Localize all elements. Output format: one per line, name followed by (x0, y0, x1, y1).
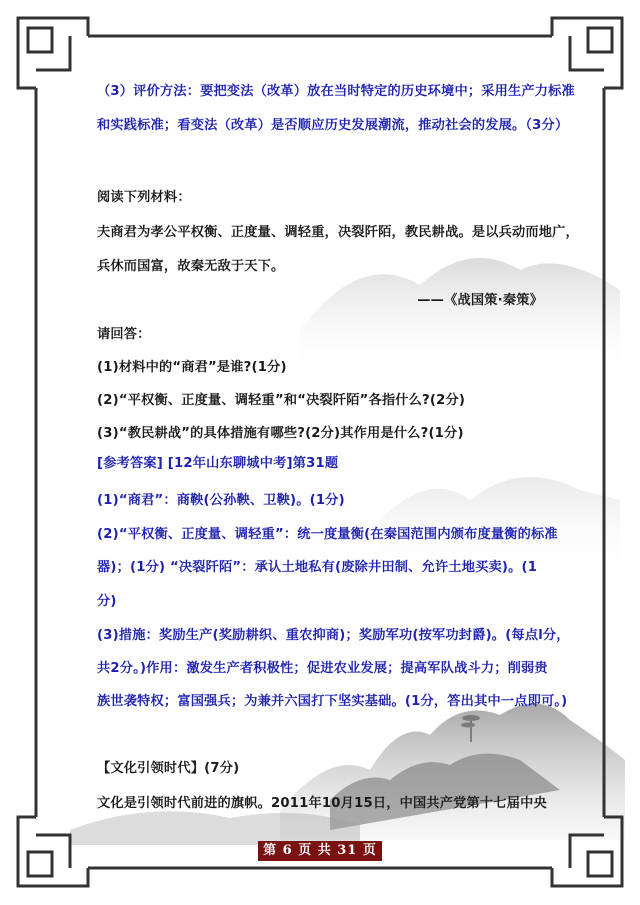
material-text: 夫商君为孝公平权衡、正度量、调轻重，决裂阡陌，教民耕战。是以兵动而地广， (97, 225, 579, 240)
question-item: (3)“教民耕战”的具体措施有哪些?(2分)其作用是什么?(1分) (97, 426, 464, 441)
section-heading: 【文化引领时代】(7分) (97, 761, 240, 776)
answer-line: 器)；(1分) “决裂阡陌”：承认土地私有(废除井田制、允许土地买卖)。(1 (97, 560, 538, 575)
material-text: 兵休而国富，故秦无敌于天下。 (97, 259, 285, 274)
answer-line: 族世袭特权；富国强兵；为兼并六国打下坚实基础。(1分，答出其中一点即可。) (97, 694, 568, 709)
answer-line: (3)措施：奖励生产(奖励耕织、重农抑商)；奖励军功(按军功封爵)。(每点l分， (97, 628, 570, 643)
answer-line: （3）评价方法：要把变法（改革）放在当时特定的历史环境中；采用生产力标准 (97, 84, 575, 99)
section-prompt: 阅读下列材料： (97, 190, 191, 205)
body-text: 文化是引领时代前进的旗帜。2011年10月15日，中国共产党第十七届中央 (97, 796, 547, 811)
page-number-label: 第 6 页 共 31 页 (258, 841, 382, 861)
answer-line: (2)“平权衡、正度量、调轻重”：统一度量衡(在秦国范围内颁布度量衡的标准 (97, 527, 558, 542)
material-source: ——《战国策·秦策》 (417, 293, 543, 308)
answer-line: 共2分。)作用：激发生产者积极性；促进农业发展；提高军队战斗力；削弱贵 (97, 661, 548, 676)
question-item: (1)材料中的“商君”是谁?(1分) (97, 360, 287, 375)
answer-header: [参考答案] [12年山东聊城中考]第31题 (97, 456, 339, 471)
question-item: (2)“平权衡、正度量、调轻重”和“决裂阡陌”各指什么?(2分) (97, 393, 466, 408)
question-prompt: 请回答： (97, 327, 151, 342)
answer-line: 和实践标准；看变法（改革）是否顺应历史发展潮流，推动社会的发展。（3分） (97, 118, 569, 133)
answer-line: (1)“商君”：商鞅(公孙鞅、卫鞅)。(1分) (97, 493, 345, 508)
answer-line: 分) (97, 594, 117, 609)
